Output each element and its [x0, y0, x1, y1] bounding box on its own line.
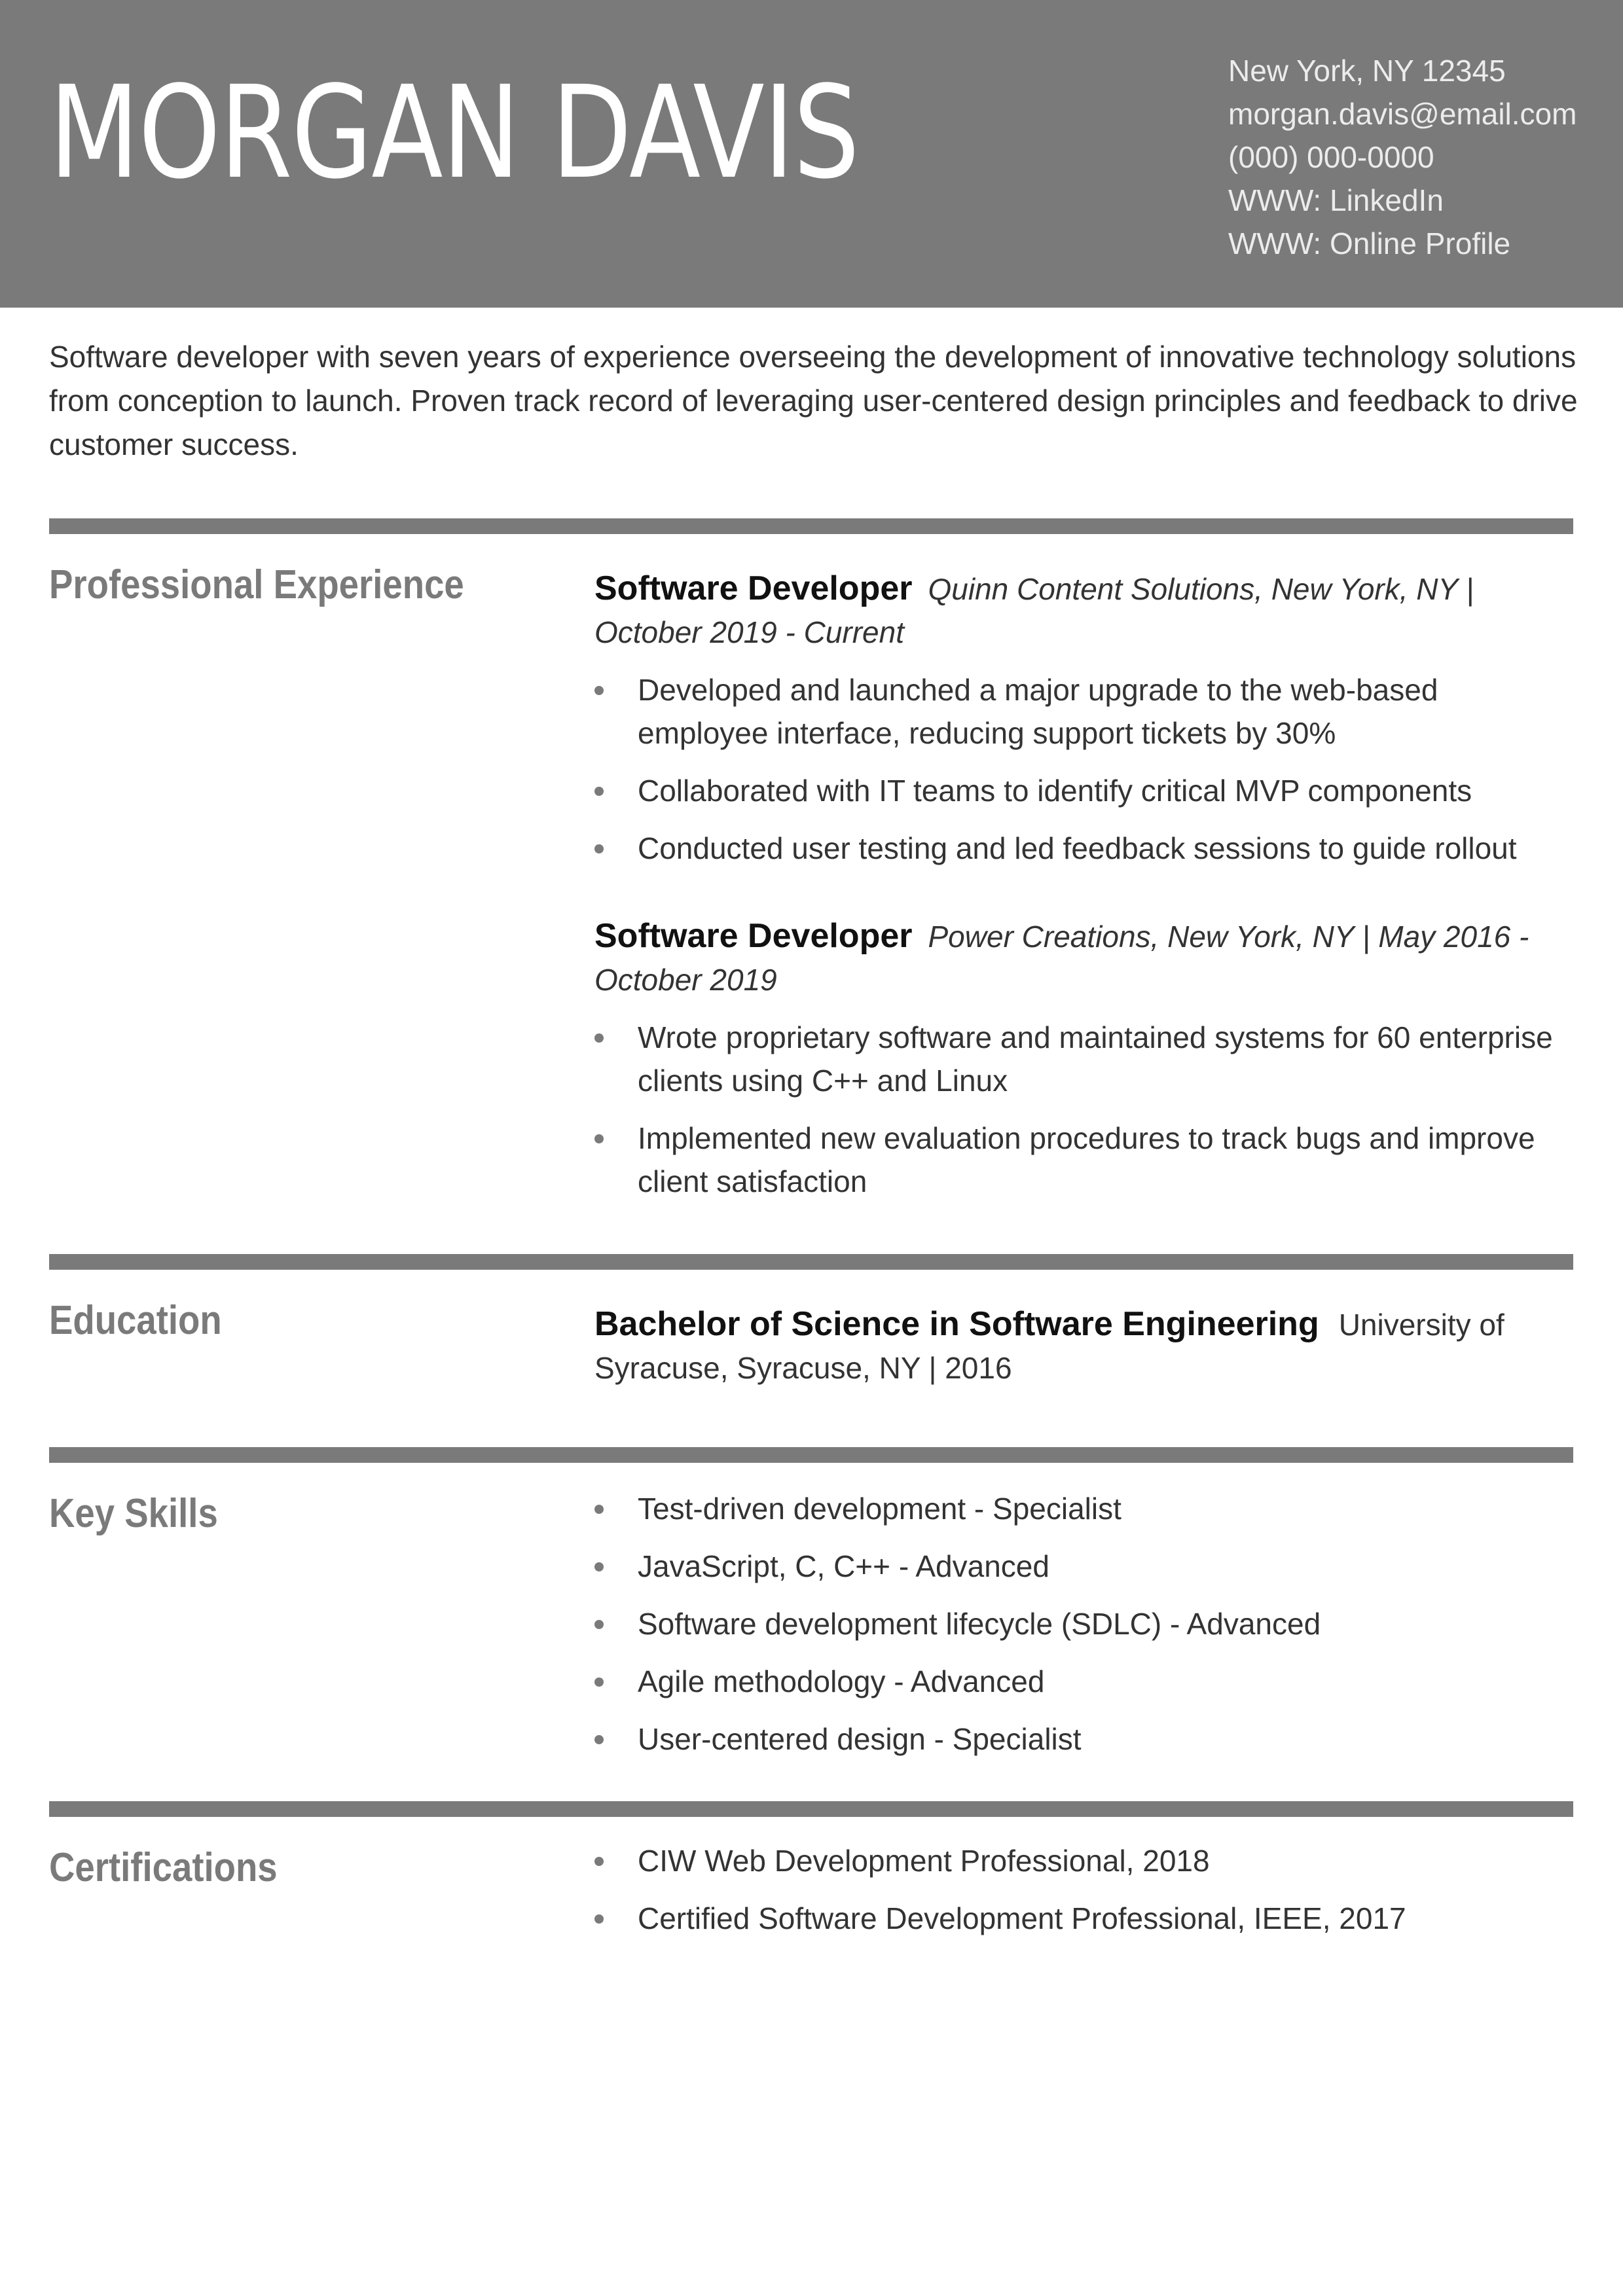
list-item [594, 1487, 1577, 1530]
bullet-text: Wrote proprietary software and maintained systems for 60 enterprise clients using C++ and Linux [638, 1020, 1553, 1098]
section-divider [49, 1447, 1573, 1463]
bullet-icon [594, 1505, 604, 1514]
job-header [594, 567, 1577, 654]
professional-summary: Software developer with seven years of experience overseeing the development of innovative technology solutions from conception to launch. Proven track record of leveraging user-centered design principles and feedback to drive customer success. [49, 340, 1578, 461]
bullet-icon [594, 1134, 604, 1143]
list-item [594, 1897, 1577, 1940]
skills-list [594, 1487, 1577, 1761]
contact-phone: (000) 000-0000 [1228, 140, 1434, 174]
skill-text: User-centered design - Specialist [638, 1722, 1082, 1756]
list-item [594, 1717, 1577, 1761]
bullet-icon [594, 1033, 604, 1043]
skill-text: Software development lifecycle (SDLC) - Advanced [638, 1607, 1321, 1641]
job-meta: Quinn Content Solutions, New York, NY | October 2019 - Current [594, 572, 1474, 649]
section-title-education: Education [49, 1298, 222, 1343]
job-bullets [594, 668, 1577, 870]
list-item [594, 1016, 1577, 1102]
education-content [594, 1302, 1577, 1390]
list-item [594, 1117, 1577, 1203]
education-entry [594, 1302, 1577, 1390]
skills-content [594, 1487, 1577, 1761]
list-item [594, 769, 1577, 812]
list-item [594, 668, 1577, 755]
job-meta: Power Creations, New York, NY | May 2016 - October 2019 [594, 920, 1529, 997]
experience-content [594, 567, 1577, 1203]
bullet-text: Developed and launched a major upgrade to the web-based employee interface, reducing support tickets by 30% [638, 673, 1438, 750]
list-item [594, 1545, 1577, 1588]
bullet-icon [594, 1677, 604, 1687]
skill-text: Agile methodology - Advanced [638, 1664, 1045, 1698]
bullet-icon [594, 844, 604, 853]
certifications-list [594, 1839, 1577, 1940]
section-title-skills: Key Skills [49, 1491, 218, 1536]
contact-address: New York, NY 12345 [1228, 54, 1506, 88]
contact-email: morgan.davis@email.com [1228, 97, 1577, 131]
bullet-icon [594, 686, 604, 695]
job-title: Software Developer [594, 569, 913, 607]
bullet-icon [594, 1914, 604, 1924]
degree-title: Bachelor of Science in Software Engineering [594, 1305, 1319, 1343]
skill-text: JavaScript, C, C++ - Advanced [638, 1549, 1049, 1583]
bullet-text: Conducted user testing and led feedback sessions to guide rollout [638, 831, 1517, 865]
bullet-text: Implemented new evaluation procedures to track bugs and improve client satisfaction [638, 1121, 1535, 1198]
candidate-name: MORGAN DAVIS [49, 58, 859, 207]
contact-online-profile: WWW: Online Profile [1228, 226, 1511, 260]
bullet-icon [594, 1857, 604, 1866]
list-item [594, 1839, 1577, 1882]
certifications-content [594, 1839, 1577, 1940]
bullet-icon [594, 787, 604, 796]
contact-info [1228, 49, 1601, 265]
section-title-experience: Professional Experience [49, 562, 464, 607]
certification-text: Certified Software Development Professional, IEEE, 2017 [638, 1901, 1406, 1935]
section-divider [49, 518, 1573, 534]
job-entry [594, 914, 1577, 1203]
certification-text: CIW Web Development Professional, 2018 [638, 1844, 1210, 1878]
skill-text: Test-driven development - Specialist [638, 1492, 1122, 1526]
section-divider [49, 1254, 1573, 1270]
job-header [594, 914, 1577, 1001]
job-entry [594, 567, 1577, 870]
bullet-icon [594, 1620, 604, 1629]
header-banner [0, 0, 1623, 308]
job-bullets [594, 1016, 1577, 1203]
bullet-icon [594, 1562, 604, 1571]
bullet-icon [594, 1735, 604, 1744]
list-item [594, 1602, 1577, 1645]
bullet-text: Collaborated with IT teams to identify critical MVP components [638, 774, 1472, 808]
section-title-certifications: Certifications [49, 1845, 278, 1890]
degree-detail: University of Syracuse, Syracuse, NY | 2016 [594, 1308, 1504, 1385]
section-divider [49, 1801, 1573, 1817]
contact-linkedin: WWW: LinkedIn [1228, 183, 1444, 217]
job-title: Software Developer [594, 917, 913, 955]
list-item [594, 827, 1577, 870]
list-item [594, 1660, 1577, 1703]
